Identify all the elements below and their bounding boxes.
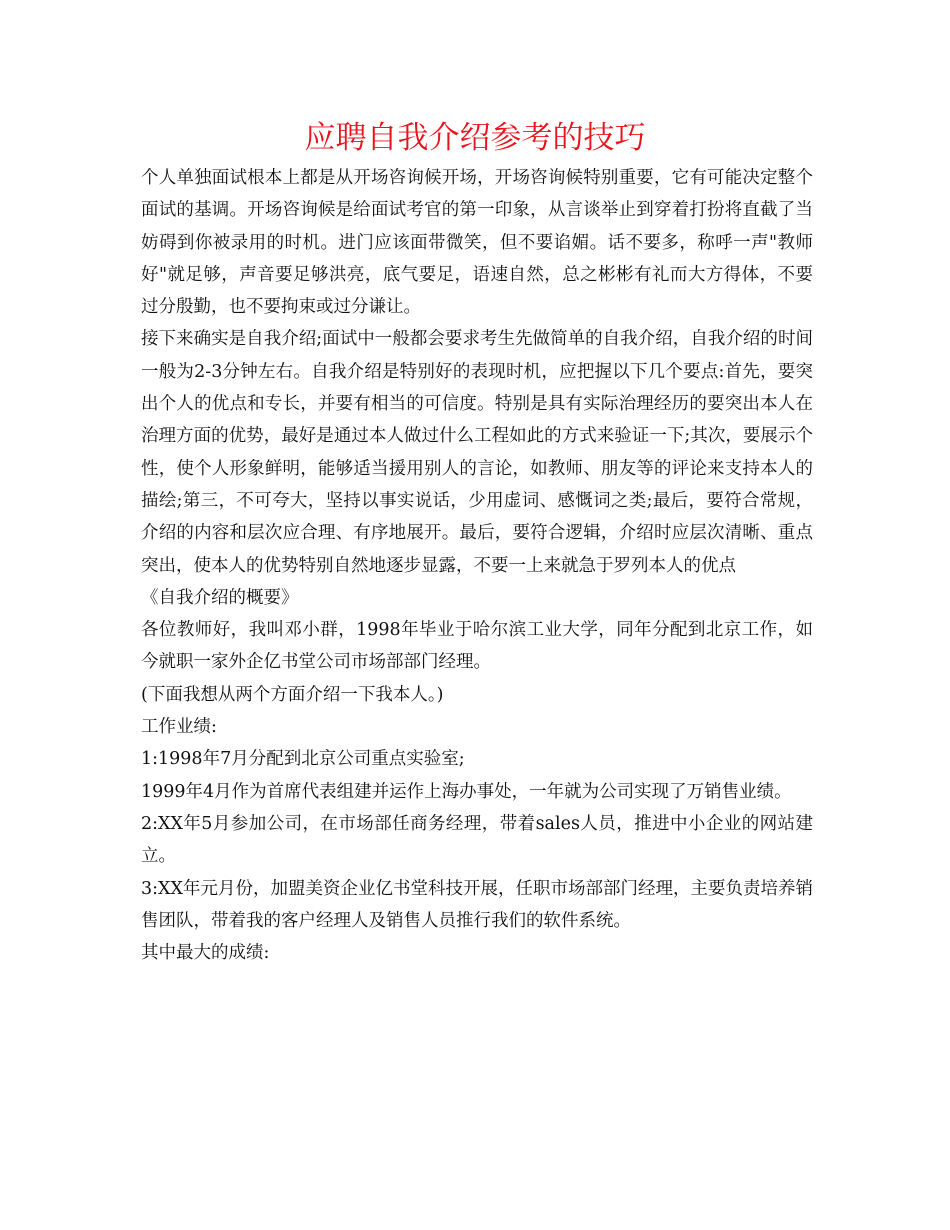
- list-item-1: 1:1998年7月分配到北京公司重点实验室;: [141, 749, 465, 770]
- paragraph-opening-greeting: 个人单独面试根本上都是从开场咨询候开场，开场咨询候特别重要，它有可能决定整个面试的基调。开场咨询候是给面试考官的第一印象，从言谈举止到穿着打扮将直截了当妨碍到你被录用的时机。进门应该面带微笑，但不要谄媚。话不要多，称呼一声"教师好"就足够，声音要足够洪亮，底气要足，语速自然，总之彬彬有礼而大方得体，不要过分殷勤，也不要拘束或过分谦让。: [141, 168, 813, 318]
- list-item-3: 3:XX年元月份，加盟美资企业亿书堂科技开展，任职市场部部门经理，主要负责培养销售团队，带着我的客户经理人及销售人员推行我们的软件系统。: [141, 878, 813, 931]
- section-heading-summary: 《自我介绍的概要》: [141, 587, 299, 608]
- list-item-1-continued: 1999年4月作为首席代表组建并运作上海办事处，一年就为公司实现了万销售业绩。: [141, 781, 792, 802]
- section-heading-work-results: 工作业绩:: [141, 717, 217, 738]
- document-body: [141, 162, 813, 969]
- paragraph-transition: (下面我想从两个方面介绍一下我本人。): [141, 684, 444, 705]
- paragraph-self-intro-tips: 接下来确实是自我介绍;面试中一般都会要求考生先做简单的自我介绍，自我介绍的时间一般为2-3分钟左右。自我介绍是特别好的表现时机，应把握以下几个要点:首先，要突出个人的优点和专长，并要有相当的可信度。特别是具有实际治理经历的要突出本人在治理方面的优势，最好是通过本人做过什么工程如此的方式来验证一下;其次，要展示个性，使个人形象鲜明，能够适当援用别人的言论，如教师、朋友等的评论来支持本人的描绘;第三，不可夸大，坚持以事实说话，少用虚词、感慨词之类;最后，要符合常规，介绍的内容和层次应合理、有序地展开。最后，要符合逻辑，介绍时应层次清晰、重点突出，使本人的优势特别自然地逐步显露，不要一上来就急于罗列本人的优点: [141, 329, 813, 576]
- paragraph-intro-sample: 各位教师好，我叫邓小群，1998年毕业于哈尔滨工业大学，同年分配到北京工作，如今就职一家外企亿书堂公司市场部部门经理。: [141, 620, 813, 673]
- paragraph-biggest-achievement: 其中最大的成绩:: [141, 943, 270, 964]
- document-title: 应聘自我介绍参考的技巧: [304, 120, 646, 156]
- list-item-2: 2:XX年5月参加公司，在市场部任商务经理，带着sales人员，推进中小企业的网站建立。: [141, 813, 813, 867]
